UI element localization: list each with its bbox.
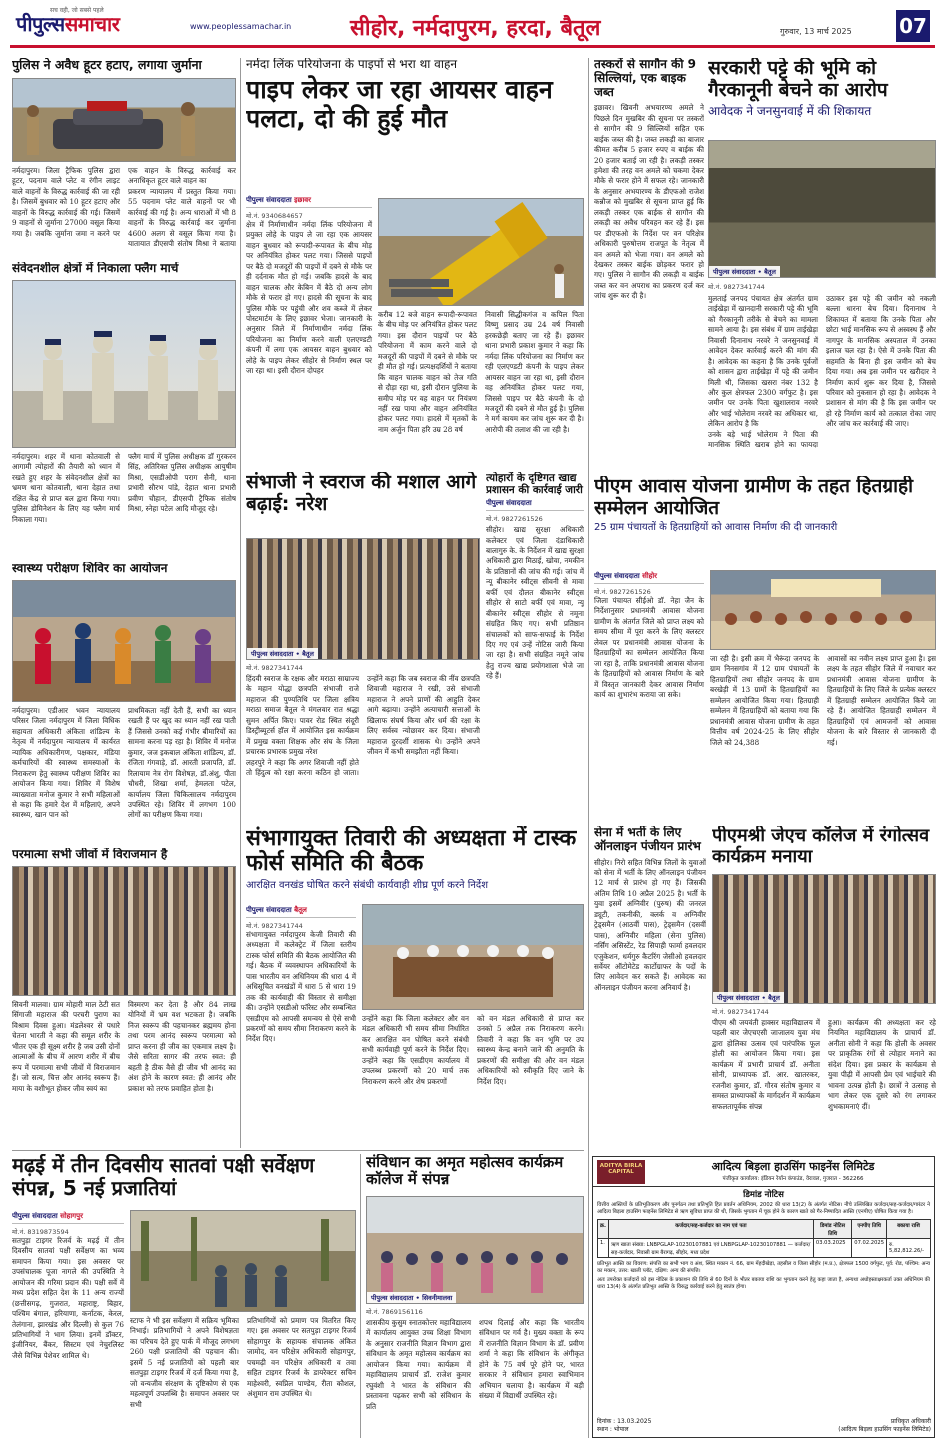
photo-rangotsav (712, 874, 936, 1004)
flag-march-art (13, 281, 236, 448)
logo-right: समाचार (64, 12, 120, 36)
body-col: करीब 12 बजे वाहन रूपादी-रूपावत के बीच मोड़ पर अनियंत्रित होकर पलट गया। इस दौरान पाइपों पर बैठे परियोजना में काम करने वाले दो मजदूरों की पाइपों में दबने से मौके पर ही मौत हो गई। प्रत्यक्षदर्शियों ने बताया कि वाहन चालक वाहन को तेज गति से दौड़ा रहा था, इसी दौरान पुलिया के समीप मोड़ पर वह वाहन पर नियंत्रण नहीं रख पाया और वाहन अनियंत्रित होकर पलट गया। हादसे में मृतकों के नाम अर्जुन पिता हरि उम्र 28 वर्ष (378, 310, 477, 434)
subheadline: 25 ग्राम पंचायतों के हितग्राहियों को आवास निर्माण की दी जानकारी (594, 521, 838, 533)
body-col: जा रही है। इसी क्रम में भैरूंदा जनपद के ग्राम निनसगांव में 12 ग्राम पंचायतों के हितग्राहियों तथा सीहोर जनपद के ग्राम बरखेड़ी में 13 ग्रामों के हितग्राहियों का सम्मेलन आयोजित किया गया। हितग्राही सम्मेलन में हितग्राहियों को बताया गया कि प्रधानमंत्री आवास योजना ग्रामीण के तहत वित्तीय वर्ष 2024-25 के लिए सीहोर जिले को 24,388 (710, 654, 819, 747)
mobile-number: मो.नं. 9827341744 (712, 1008, 769, 1016)
byline-name: पीपुल्स संवाददाता (371, 1294, 414, 1302)
ad-signatory: प्राधिकृत अधिकारी (890, 1418, 931, 1425)
photo-pm-awas-meeting (710, 570, 936, 650)
masthead (10, 8, 935, 48)
body-col: पीएम श्री जयवंती हाक्सर महाविद्यालय में पहली बार जेएचएसी जाजालय युवा मंच द्वारा होलिका उत्सव एवं पारंपरिक फूल होली का आयोजन किया गया। इस कार्यक्रम में प्रभारी प्राचार्य डॉ. अनीता सोनी, प्राध्यापक डॉ. आर. खातरकर, रजनीश कुमार, डॉ. गौरव संतोष कुमार व समस्त प्राध्यापकों के मार्गदर्शन में कार्यक्रम सफलतापूर्वक संपन्न (712, 1018, 820, 1111)
article-body-col1: जिला पंचायत सीईओ डॉ. नेहा जैन के निर्देशानुसार प्रधानमंत्री आवास योजना ग्रामीण के अंतर्गत जिले को प्राप्त लक्ष्य को समय सीमा में पूरा करने के लिए क्लस्टर लेवल पर प्रधानमंत्री आवास योजना के हितग्राहियों का सम्मेलन आयोजित किया जा रहा है, ताकि प्रधानमंत्री आवास योजना के हितग्राहियों को आवास निर्माण के बारे में विस्तृत जानकारी देकर आवास निर्माण कार्य का शुभारंभ कराया जा सके। (594, 596, 704, 699)
mobile-number: मो.नं. 9827341744 (246, 922, 303, 930)
headline: सेना में भर्ती के लिए ऑनलाइन पंजीयन प्रारंभ (594, 826, 701, 853)
article-paramatma (12, 848, 236, 1146)
ad-footer (597, 1417, 931, 1433)
photo-overturned-vehicle (378, 198, 584, 306)
byline-place: बैतूल (294, 906, 307, 914)
article-body: इछावर। खिवनी अभयारण्य अमले ने पिछले दिन मुखबिर की सूचना पर तस्करों से सागौन की 9 सिल्लियों सहित एक बाईक जब्त की है। जब्त लकड़ी का बाजार कीमत करीब 5 हजार रुपए व बाईक की 20 हजार बताई जा रही है। लकड़ी तस्कर हमेशा की तरह वन अमले को चकमा देकर मौके से फरार होने में सफल रहे। जानकारी के अनुसार अभयारण्य के डीएफओ राजेश कन्नौज को मुखबिर से सूचना प्राप्त हुई कि लकड़ी तस्कर एक बाईक से सागौन की लकड़ी का अवैध परिवहन कर रहे हैं। इस पर डीएफओ के निर्देश पर वन परिक्षेत्र अधिकारी पुरुषोत्तम राजपूत के नेतृत्व में वन अमले को भेजा गया। वन अमले को देखकर तस्कर बाईक छोड़कर फरार हो गए। पुलिस ने सागौन की लकड़ी व बाईक जब्त कर वन अपराध का प्रकरण दर्ज कर जांच शुरू कर दी है। (594, 103, 704, 301)
mobile-number: मो.नं. 8319873594 (12, 1228, 69, 1236)
body-col: को वन मंडल अधिकारी से प्राप्त कर उनको 5 अप्रैल तक निराकरण करने। तिवारी ने कहा कि वन भूमि पर उप स्वास्थ्य केन्द्र बनाने जाने की अनुमति के प्रकरणों की समीक्षा की और वन मंडल अधिकारियों को स्वीकृति दिए जाने के निर्देश दिए। (477, 1014, 584, 1086)
issue-date: गुरुवार, 13 मार्च 2025 (780, 27, 852, 36)
body-col: उनके बड़े भाई भोलेराम ने पिता की मानसिक स्थिति खराब होने का फायदा उठाकर इस पट्टे की जमीन को नकली बल्ला धारना बेच दिया। दिनानाथ ने शिकायत में बताया कि उनके पिता और छोटा भाई मानसिक रूप से अस्वस्थ हैं और नागपुर के मानसिक अस्पताल में उनका इलाज चल रहा है। ऐसे में उनके पिता की सहमति के बिना ही इस जमीन को बेच दिया गया। अब इस जमीन पर खरीदार ने निर्माण कार्य शुरू कर दिया है, जिससे परिवार को नुकसान हो रहा है। आवेदक ने प्रशासन से मांग की है कि इस जमीन पर हो रहे निर्माण कार्य को तत्काल रोका जाए और जांच कर कार्रवाई की जाए। (708, 294, 936, 450)
headline: सरकारी पट्टे की भूमि को गैरकानूनी बेचने का आरोप (708, 58, 888, 101)
headline: संभाजी ने स्वराज की मशाल आगे बढ़ाई: नरेश (246, 472, 477, 515)
article-rangotsav (712, 826, 936, 1148)
article-body-col2 (378, 310, 584, 468)
ad-address: पंजीकृत कार्यालय: इंडियन रेयॉन कंपाउंड, वेरावल, गुजरात - 362266 (722, 1176, 864, 1182)
mobile-number: मो.नं. 9827261526 (594, 588, 651, 596)
column-rule (360, 1154, 361, 1438)
byline-name: पीपुल्स संवाददाता (594, 572, 640, 580)
byline-box (246, 906, 356, 930)
table-row (598, 1239, 931, 1258)
headline: पाइप लेकर जा रहा आयसर वाहन पलटा, दो की हुई मौत (246, 74, 553, 133)
body-col: विस्मरण कर देता है और 84 लाख योनियों में भ्रम वश भटकता है। जबकि निज स्वरूप की पहचानकर ब्रह्ममय होना तथा परम आनंद स्वरूप परमात्मा को प्राप्त करना ही जीव का एकमात्र लक्ष्य है। जैसे सरिता सागर की तरफ स्वत: ही बहती है ठीक वैसे ही जीव भी आनंद का अंश होने के कारण स्वत: ही आनंद और प्रकाश को तरफ प्रवाहित होता है। (128, 1000, 236, 1093)
article-health-camp (12, 562, 236, 844)
photo-religious-gathering (12, 866, 236, 996)
body-col: मुलताई जनपद पंचायत क्षेत्र अंतर्गत ग्राम ताईखेड़ा में खानदानी सरकारी पट्टे की भूमि को गैरकानूनी तरीके से बेचने का मामला सामने आया है। इस संबंध में ग्राम ताईखेड़ा निवासी दिनानाथ नरवरे ने जनसुनवाई में आवेदन देकर कार्रवाई करने की मांग की है। आवेदक का कहना है कि उनके पूर्वजों को शासन द्वारा ताईखेड़ा में पट्टे की जमीन मिली थी, जिसका खसरा नंबर 132 है और कुल क्षेत्रफल 2300 वर्गफुट है। इस जमीन पर उनके पिता खुशालराव नरवरे और भाई भोलेराम नरवरे का अधिकार था, लेकिन आरोप है कि (708, 294, 818, 429)
article-task-force (246, 826, 584, 1144)
subheadline: आवेदक ने जनसुनवाई में की शिकायत (708, 103, 872, 118)
byline-place: सिवनीमालवा (422, 1294, 453, 1302)
article-body-col1: संभागायुक्त नर्मदापुरम केजी तिवारी की अध्यक्षता में कलेक्ट्रेट में जिला स्तरीय टास्क फोर्स समिति की बैठक आयोजित की गई। बैठक में व्यवस्थापन अधिकारियों के पास भारतीय वन अधिनियम की धारा 4 में अधिसूचित वनखंडों में धारा 5 से धारा 19 तक की कार्यवाही की विस्तार से समीक्षा की। उन्होंने एसडीओ फॉरेस्ट और सम्बन्धित एसडीएम को आपसी समन्वय से ऐसे सभी प्रकरणों को समय सीमा निराकरण करने के निर्देश दिए। (246, 930, 356, 1044)
ad-header (593, 1157, 934, 1187)
headline: पुलिस ने अवैध हूटर हटाए, लगाया जुर्माना (12, 58, 202, 72)
byline-place: बैतूल (764, 268, 776, 276)
article-body (12, 1000, 236, 1146)
headline: तस्करों से सागौन की 9 सिल्लियां, एक बाइक जब्त (594, 58, 696, 99)
table-cell: रु. 5,82,812.26/- (887, 1239, 931, 1258)
byline-place: बैतूल (768, 994, 780, 1002)
photo-police-vehicle (12, 78, 236, 162)
body-col: शासकीय कुसुम स्नातकोत्तर महाविद्यालय में कार्यालय आयुक्त उच्च शिक्षा विभाग के अनुसार राजनीति विज्ञान विभाग द्वारा संविधान के अमृत महोत्सव कार्यक्रम का आयोजन किया गया। कार्यक्रम में महाविद्यालय प्राचार्य डॉ. राजेश कुमार रघुवंशी ने भारत के संविधान की प्रस्तावना पढ़कर सभी को संविधान के प्रति (366, 1318, 471, 1411)
table-header: कर्जदार/सह-कर्जदार का नाम एवं पता (608, 1220, 813, 1239)
subheadline: आरक्षित वनखंड घोषित करने संबंधी कार्यवाही शीघ्र पूर्ण करने निर्देश (246, 879, 489, 891)
article-army-recruitment (594, 826, 706, 1148)
article-body (246, 674, 480, 814)
mobile-number: मो.नं. 9827341744 (708, 283, 765, 291)
photo-flag-march (12, 280, 236, 448)
article-pm-awas (594, 476, 936, 818)
ad-signatory-company: (आदित्य बिड़ला हाउसिंग फाइनेंस लिमिटेड) (838, 1426, 931, 1433)
ad-borrower-table (597, 1219, 931, 1258)
article-food-inspection (486, 472, 584, 814)
ad-outro: अतः उपरोक्त कर्जदारों को इस नोटिस के प्रकाशन की तिथि से 60 दिनों के भीतर बकाया राशि का भुगतान करने हेतु कहा जाता है, अन्यथा अधोहस्ताक्षरकर्ता उक्त अधिनियम की धारा 13(4) के अंतर्गत प्रतिभूत आस्ति के विरुद्ध कार्रवाई करने हेतु स्वतंत्र होगा। (597, 1277, 930, 1291)
ad-company-title: आदित्य बिड़ला हाउसिंग फाइनेंस लिमिटेड (711, 1160, 875, 1173)
byline-name: पीपुल्स संवाददाता (246, 906, 292, 914)
table-header: एनपीए तिथि (852, 1220, 887, 1239)
photo-caption: पीपुल्स संवाददाता • बैतूल (247, 648, 318, 659)
aditya-birla-logo: ADITYA BIRLA CAPITAL (597, 1160, 645, 1184)
meeting-art (711, 571, 936, 650)
mobile-number: मो.नं. 9340684657 (246, 212, 303, 220)
photo-constitution-event (366, 1196, 584, 1304)
table-header: क्र. (598, 1220, 609, 1239)
byline-name: पीपुल्स संवाददाता (486, 499, 584, 511)
table-header: डिमांड नोटिस तिथि (813, 1220, 851, 1239)
photo-caption: पीपुल्स संवाददाता • बैतूल (713, 992, 784, 1003)
article-body (12, 452, 236, 558)
article-land-dispute (708, 58, 936, 470)
accident-art (379, 199, 584, 306)
conference-art (363, 905, 584, 1010)
newspaper-logo[interactable] (16, 10, 119, 37)
article-vehicle-accident (246, 58, 584, 468)
body-col: प्राथमिकता नहीं देती हैं, सभी का ध्यान रखती हैं पर खुद का ध्यान नहीं रख पाती हैं जिससे उनको कई गंभीर बीमारियों का सामना करना पड़ रहा है। शिविर में मनोज कुमार, जज इकबाल अंकिता शांडिल्य, डॉ. रंजिता गंगवाड़े, डॉ. आरती प्रजापति, डॉ. रिलायाम नेत्र रोग विशेषज्ञ, डॉ.अंशु, पीता चौधरी, शिखा शर्मा, हेमलता पटेल, कार्यालय जिला चिकित्सालय नर्मदापुरम उपस्थित रहे। शिविर में लगभग 100 लोगों का परीक्षण किया गया। (128, 706, 236, 820)
photo-sambhaji-event (246, 538, 480, 660)
ad-date: दिनांक : 13.03.2025 (597, 1418, 652, 1425)
ad-intro: वित्तीय आस्तियों के प्रतिभूतिकरण और पुनर्गठन तथा प्रतिभूति हित प्रवर्तन अधिनियम, 2002 की धारा 13(2) के अंतर्गत नोटिस। नीचे उल्लिखित कर्जदार/सह-कर्जदार/गारंटर ने आदित्य बिड़ला हाउसिंग फाइनेंस लिमिटेड से ऋण सुविधा प्राप्त की थी, जिसके भुगतान में चूक होने के कारण खाते को गैर-निष्पादित आस्ति (एनपीए) घोषित किया गया है। (597, 1202, 930, 1216)
table-cell: ऋण खाता संख्या: LNBPGLAP-10230107881 एवं LNBPGLAP-10230107881 — कर्जदार/सह-कर्जदार, निवासी ग्राम बैरागढ़, सीहोर, मध्य प्रदेश (608, 1239, 813, 1258)
article-flag-march (12, 262, 236, 558)
table-header: बकाया राशि (887, 1220, 931, 1239)
mobile-number: मो.नं. 9827341744 (246, 664, 303, 672)
article-teak-seizure (594, 58, 704, 468)
body-col: सिवनी मालवा। ग्राम मोहारी माल ठेटी सत सिंगाजी महाराज की परचरी पुराण का विश्राम दिवस हुआ। मंडलेश्वर से पधारे चेतना भारती ने कहा की समूल शरीर के भीतर एक ही सूक्ष्म शरीर है जब उसी दोनों आत्माओं के बीच में आरण शरीर में बीच रूप में परमात्मा सभी जीवों में विराजमान हैं। जो सत्य, चित्त और आनंद स्वरूप हैं। माया के वशीभूत होकर जीव स्वयं का (12, 1000, 120, 1093)
article-body-col2 (362, 1014, 584, 1144)
body-col: नर्मदापुरम। शहर में थाना कोतवाली से आगामी त्योहारों की तैयारी को ध्यान में रखते हुए शहर के संवेदनशील क्षेत्रों का भ्रमण थाना कोतवाली, थाना देहात तथा रक्षित केंद्र से प्राप्त बल द्वारा किया गया। पुलिस डोमिनेशन के लिए यह फ्लैग मार्च निकाला गया। (12, 452, 120, 524)
kicker: नर्मदा लिंक परियोजना के पाइपों से भरा था वाहन (246, 58, 457, 71)
section-rule (12, 1150, 584, 1151)
body-col: प्रकरण न्यायालय में प्रस्तुत किया गया। 55 पदनाम प्लेट वाले वाहनों पर भी कार्रवाई की गई है। अन्य धाराओं में भी 8 वाहनों के विरुद्ध कार्रवाई कर जुर्माना 4600 अलग से वसूल किया गया है। यातायात डीएसपी संतोष मिश्रा ने बताया (128, 186, 236, 249)
ad-notice-title: डिमांड नोटिस (743, 1190, 784, 1200)
column-rule (240, 58, 241, 1148)
byline-box (594, 572, 704, 596)
byline-place: इछावर (294, 196, 312, 204)
table-cell: 07.02.2025 (852, 1239, 887, 1258)
photo-task-force-meeting (362, 904, 584, 1010)
byline-name: पीपुल्स संवाददाता (12, 1212, 58, 1220)
headline: संविधान का अमृत महोत्सव कार्यक्रम कॉलेज में संपन्न (366, 1154, 564, 1189)
table-cell: 03.03.2025 (813, 1239, 851, 1258)
ad-place: स्थान : भोपाल (597, 1426, 629, 1433)
logo-tagline: सच वही, जो सबसे पहले (50, 7, 104, 14)
ad-property: प्रतिभूत आस्ति का विवरण: संपत्ति का सभी भाग व अंश, स्थित मकान नं. 66, ग्राम मेंहदीखेड़ा, तहसील व जिला सीहोर (म.प्र.), क्षेत्रफल 1500 वर्गफुट, पूर्व: रोड, पश्चिम: अन्य का मकान, उत्तर: खाली प्लॉट, दक्षिण: अन्य की संपत्ति। (597, 1261, 930, 1275)
body-col: प्रतिभागियों को प्रमाण पत्र वितरित किए गए। इस अवसर पर सतपुड़ा टाइगर रिजर्व सोहागपुर के सहायक संचालक अंकित जामोद, वन परिक्षेत्र अधिकारी सोहागपुर, पचमढ़ी वन परिक्षेत्र अधिकारी व तवा सहित टाइगर रिजर्व के डायरेक्टर सचिन माहेश्वरी, स्वप्निल पाण्डेय, रीता कौशल, अंशुमान राम उपस्थित थे। (247, 1316, 356, 1399)
logo-left: पीपुल्स (16, 12, 65, 36)
body-col: लहरपुरे ने कहा कि अगर शिवाजी नहीं होते तो हिंदुत्व को रक्षा करना कठिन हो जाता। उन्होंने कहा कि जब स्वराज की नींव छत्रपति शिवाजी महाराज ने रखी, उसे संभाजी महाराज ने अपने प्राणों की आहुति देकर आगे बढ़ाया। उन्होंने अत्याचारी सत्ताओं के खिलाफ संघर्ष किया और धर्म की रक्षा के लिए सर्वस्व न्योछावर कर दिया। संभाजी महाराज दुरदर्शी शासक थे। उन्होंने अपने जीवन में कभी समझौता नहीं किया। (246, 674, 480, 777)
article-bird-survey (12, 1154, 356, 1438)
body-col: हिंदवी स्वराज के रक्षक और मराठा साम्राज्य के महान योद्धा छत्रपति संभाजी राजे महाराज की पुण्यतिथि पर जिला क्षत्रिय मराठा समाज बैतूल ने मंगलवार रात श्रद्धा सुमन अर्पित किए। पावर रोड स्थित संदूरी डिस्ट्रीब्यूटर्स हॉल में आयोजित इस कार्यक्रम में प्रमुख वक्ता शिक्षक और संघ के जिला प्रचारक प्रभारक प्रमुख नरेश (246, 674, 359, 757)
article-sambhaji (246, 472, 480, 814)
byline-name: पीपुल्स संवाददाता (717, 994, 760, 1002)
byline-name: पीपुल्स संवाददाता (713, 268, 756, 276)
article-body (12, 706, 236, 844)
article-body (12, 166, 236, 258)
article-body: सीहोर। निरो सहित विभिन्न जिलों के युवाओं को सेना में भर्ती के लिए ऑनलाइन पंजीयन 12 मार्च से प्रारंभ हो गए हैं। जिसकी अंतिम तिथि 10 अप्रैल 2025 है। भर्ती के युवा इसमें अग्निवीर (पुरुष) की जनरल ड्यूटी, तकनीकी, क्लर्क व अग्निवीर ट्रेड्समैन (आठवीं पास), ट्रेड्समैन (दसवीं पास), अग्निवीर महिला (सेना पुलिस) नर्सिंग असिस्टेंट, रेड सिपाही फार्मा हवलदार एजुकेशन, धर्मगुरु कैटरिंग जेसीओ हवलदार सर्वेयर ऑटोमेटेड कार्टोग्राफर के पदों के लिए आवेदन कर सकते हैं। आवेदक का ऑनलाइन पंजीयन करना अनिवार्य है। (594, 857, 706, 992)
photo-land-site (708, 140, 936, 278)
article-body (366, 1318, 584, 1438)
photo-caption: पीपुल्स संवाददाता • बैतूल (709, 266, 780, 277)
demand-notice-ad (592, 1156, 935, 1438)
byline-box (12, 1212, 124, 1236)
headline: परमात्मा सभी जीवों में विराजमान है (12, 848, 168, 861)
article-body (708, 294, 936, 470)
article-body-col1: क्षेत्र में निर्माणाधीन नर्मदा लिंक परियोजना में प्रयुक्त लोहे के पाइप ले जा रहा एक आयसर वाहन बुधवार को रूपादी-रूपावत के बीच मोड़ पर अनियंत्रित होकर पलट गया। जिससे पाइपों पर बैठे दो मजदूरों की पाइपों में दबने से मौके पर ही दर्दनाक मौत हो गई। जबकि हादसे के बाद वाहन चालक और केबिन में बैठे दो अन्य लोग मौके से फरार हो गए। हादसे की सूचना के बाद पुलिस मौके पर पहुंची और शव कब्जे में लेकर पोस्टमार्टम के लिए इछावर भेजा। जानकारी के अनुसार जिले में निर्माणाधीन नर्मदा लिंक परियोजना का निर्माण करने वाली एलएण्डटी कंपनी में लगा एक आयसर वाहन बुधवार को लोहे के पाइप लेकर सीहोर से निर्माण स्थल पर जा रहा था। इसी दौरान दोपहर (246, 220, 372, 376)
headline: पीएम आवास योजना ग्रामीण के तहत हितग्राही सम्मेलन आयोजित (594, 476, 914, 519)
photo-caption: पीपुल्स संवाददाता • सिवनीमालवा (367, 1292, 456, 1303)
body-col: शपथ दिलाई और कहा कि भारतीय संविधान पर गर्व है। मुख्य वक्ता के रूप में राजनीति विज्ञान विभाग के डॉ. प्रवीण शर्मा ने कहा कि संविधान के अंगीकृत होने के 75 वर्ष पूरे होने पर, भारत सरकार ने संविधान हमारा स्वाभिमान अभियान चलाया है। कार्यक्रम में बड़ी संख्या में विद्यार्थी उपस्थित रहे। (479, 1318, 584, 1401)
article-body (712, 1018, 936, 1148)
photo-health-camp (12, 580, 236, 702)
article-body-col2 (710, 654, 936, 818)
mobile-number: मो.नं. 7869156116 (366, 1308, 423, 1316)
article-body-col2 (130, 1316, 356, 1438)
forest-survey-art (131, 1211, 356, 1312)
headline: संभागायुक्त तिवारी की अध्यक्षता में टास्क फोर्स समिति की बैठक (246, 826, 577, 877)
headline: संवेदनशील क्षेत्रों में निकाला फ्लैग मार्च (12, 262, 179, 275)
article-hooter (12, 58, 236, 258)
body-col: आवासों का नवीन लक्ष्य प्राप्त हुआ है। इस लक्ष्य के तहत सीहोर जिले में नवाचार कर प्रधानमंत्री आवास योजना ग्रामीण के हितग्राहियों के लिए जिले के प्रत्येक क्लस्टर में हितग्राही सम्मेलन आयोजित किये जा रहे हैं। आयोजित हितग्राही सम्मेलन में हितग्राहियों एवं आमजनों को आवास योजना के बारे विस्तार से जानकारी दी गई। (827, 654, 936, 747)
article-body-col1: सतपुड़ा टाइगर रिजर्व के मढ़ई में तीन दिवसीय सातवां पक्षी सर्वेक्षण का भव्य समापन किया गया। इस अवसर पर उपसंचालक पूजा नागले की उपस्थिति ने आयोजन की गरिमा प्रदान की। पक्षी सर्वे में मध्य प्रदेश सहित देश के 11 अन्य राज्यों (छत्तीसगढ़, गुजरात, महाराष्ट्र, बिहार, पश्चिम बंगाल, हरियाणा, कर्नाटक, केरल, तेलंगाना, झारखंड और दिल्ली) से कुल 76 प्रतिभागियों ने भाग लिया। इनमें डॉक्टर, इंजीनियर, बैंकर, सिस्टम एवं नेचुरलिस्ट जैसे विभिन्न पेशेवर शामिल थे। (12, 1236, 124, 1360)
mobile-number: मो.नं. 9827261526 (486, 515, 543, 524)
classroom-art (367, 1197, 584, 1304)
photo-bird-survey (130, 1210, 356, 1312)
column-rule (588, 58, 589, 1438)
table-cell: 1. (598, 1239, 609, 1258)
headline: स्वास्थ्य परीक्षण शिविर का आयोजन (12, 562, 168, 575)
body-col: नर्मदापुरम। एडीआर भवन न्यायालय परिसर जिला नर्मदापुरम में जिला विधिक सहायता अधिकारी अंकिता शांडिल्य के नेतृत्व में नर्मदापुरम न्यायालय में कार्यरत न्यायिक अधिकारीगण, पक्षकार, मंडिया कर्मचारियों की स्वास्थ्य समस्याओं के निराकरण हेतु स्वास्थ्य परीक्षण शिविर का आयोजन किया गया। शिविर में विशेष व्याख्याता मनोज कुमार ने सभी महिलाओं से कहा कि हमारे देश में महिलाएं, अपने स्वास्थ्य, खान पान को (12, 706, 120, 820)
byline-place: सोहागपुर (60, 1212, 83, 1220)
website-link[interactable]: www.peoplessamachar.in (190, 22, 292, 31)
health-camp-art (13, 581, 236, 702)
police-photo-art (13, 79, 236, 162)
body-col: नर्मदापुरम। जिला ट्रैफिक पुलिस द्वारा हूटर, पदनाम वाले प्लेट व रंगीन लाइट वाले वाहनों के विरुद्ध कार्रवाई की जा रही है। जिसमें बुधवार को 10 हूटर हटाए और वाहनों के विरुद्ध कार्रवाई की गई। जिसमें 9 वाहनों से जुर्माना 27000 वसूल किया गया है। जबकि जुर्माना जमा न करने पर एक वाहन के विरुद्ध कार्रवाई कर अनाधिकृत हूटर वाले वाहन का (12, 166, 236, 238)
byline-name: पीपुल्स संवाददाता (251, 650, 294, 658)
byline-name: पीपुल्स संवाददाता (246, 196, 292, 204)
headline: मढ़ई में तीन दिवसीय सातवां पक्षी सर्वेक्षण संपन्न, 5 नई प्रजातियां (12, 1154, 315, 1200)
body-col: उन्होंने कहा कि जिला कलेक्टर और वन मंडल अधिकारी भी समय सीमा निर्धारित कर आरक्षित वन घोषित करने संबंधी सभी कार्यवाही पूर्ण करने के निर्देश दिए। उन्होंने कहा कि एसडीएम कार्यालय में उपलब्ध प्रकरणों को 20 मार्च तक निराकरण करने और शेष प्रकरणों (362, 1014, 469, 1086)
body-col: फ्लैग मार्च में पुलिस अधीक्षक डॉ गुरकरन सिंह, अतिरिक्त पुलिस अधीक्षक आयुषीम मिश्रा, एसडीओपी पराग सैनी, थाना प्रभारी सौरभ पांडे, देहात थाना प्रभारी प्रवीण चौहान, डीएसपी ट्रैफिक संतोष मिश्रा, स्नेहा पटेल आदि मौजूद रहे। (128, 452, 236, 514)
page-number: 07 (896, 10, 930, 42)
article-body: सीहोर। खाद्य सुरक्षा अधिकारी कलेक्टर एवं जिला दंडाधिकारी बालागुरु के. के निर्देशन में खाद्य सुरक्षा अधिकारी द्वारा मिठाई, खोवा, नमकीन के प्रतिष्ठानों की जांच की गई। जांच में न्यू बीकानेर स्वीट्स सीवनी से मावा बर्फी एवं दौलत बीकानेर स्वीट्स सीहोर से साटो बर्फी एवं मावा, न्यू बीकानेर स्वीट्स सीहोर से नमूना संग्रहित किए गए। सभी प्रतिष्ठान संचालकों को साफ-सफाई के निर्देश दिए गए एवं उन्हें नोटिस जारी किया जा रहा है। सभी संग्रहित नमूने जांच हेतु राज्य खाद्य प्रयोगशाला भेजे जा रहे हैं। (486, 525, 584, 681)
body-col: निवासी सिद्धीकगंज व कपिल पिता विष्णु प्रसाद उम्र 24 वर्ष निवासी हरकछेड़ी बताए जा रहे हैं। इछावर थाना प्रभारी प्रकाश कुमार ने कहा कि नर्मदा लिंक परियोजना का निर्माण कर रही एलएण्डटी कंपनी के पाइप लेकर आयसर वाहन जा रहा था, इसी दौरान वह अनियंत्रित होकर पलट गया, जिससे पाइप पर बैठे कंपनी के दो मजदूरों की दबने से मौत हुई है। पुलिस ने मर्ग कायम कर जांच शुरू कर दी है। आरोपी की तलाश की जा रही है। (485, 310, 584, 434)
section-title: सीहोर, नर्मदापुरम, हरदा, बैतूल (350, 16, 601, 41)
byline-place: सीहोर (642, 572, 658, 580)
body-col: स्टाफ ने भी इस सर्वेक्षण में सक्रिय भूमिका निभाई। प्रतिभागियों ने अपने विशेषज्ञता का परिचय देते हुए पार्क में मौजूद लगभग 260 पक्षी प्रजातियों की पहचान की। इसमें 5 नई प्रजातियों को पहली बार सतपुड़ा टाइगर रिजर्व में दर्ज किया गया है, जो वन्यजीव संरक्षण के दृष्टिकोण से एक महत्वपूर्ण उपलब्धि है। समापन अवसर पर सभी (130, 1316, 239, 1409)
body-col: हुआ। कार्यक्रम की अध्यक्षता कर रहे नियमित महाविद्यालय के प्राचार्य डॉ. अनीता सोनी ने कहा कि होली के अवसर पर प्राकृतिक रंगों से त्योहार मनाने का संदेश दिया। इस प्रकार के कार्यक्रम से युवा पीढ़ी में आपसी प्रेम एवं भाईचारे की भावना उत्पन्न होती है। छात्रों ने उत्साह से भाग लेकर एक दूसरे को रंग लगाकर शुभकामनाएं दीं। (828, 1018, 936, 1111)
article-constitution (366, 1154, 584, 1438)
byline-place: बैतूल (302, 650, 314, 658)
byline-box (246, 196, 372, 220)
headline: पीएमश्री जेएच कॉलेज में रंगोत्सव कार्यक्रम मनाया (712, 826, 930, 867)
headline: त्योहारों के दृष्टिगत खाद्य प्रशासन की कार्रवाई जारी (486, 472, 583, 497)
